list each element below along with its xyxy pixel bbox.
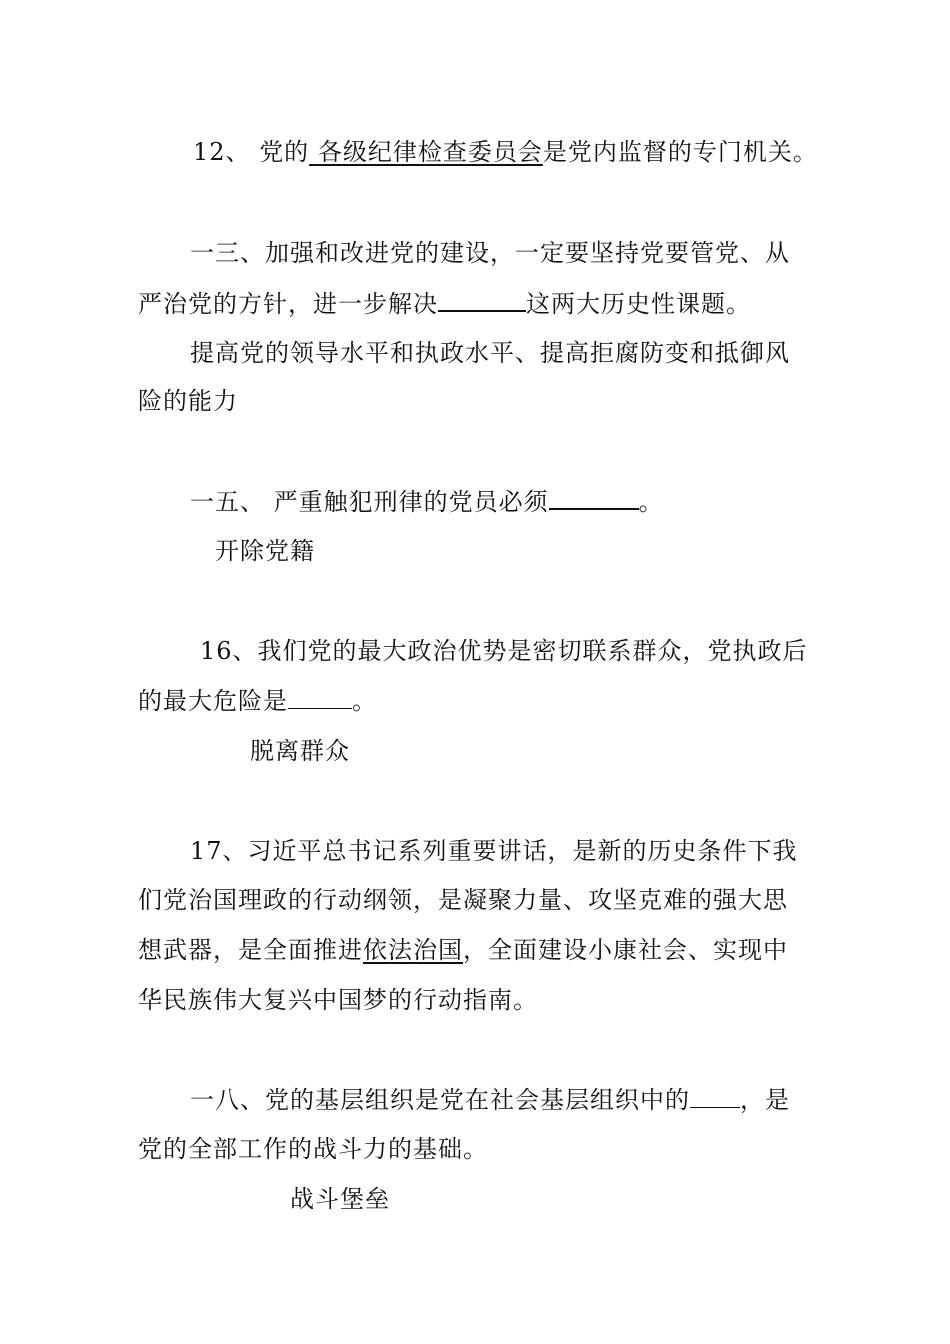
q13-line2-post: 这两大历史性课题。 bbox=[526, 290, 751, 318]
q15-question bbox=[190, 486, 664, 517]
q17-answer: 依法治国 bbox=[363, 936, 463, 964]
q18-line1-pre: 一八、党的基层组织是党在社会基层组织中的 bbox=[190, 1086, 690, 1114]
q13-answer-line2: 险的能力 bbox=[138, 387, 238, 415]
q13-line1: 一三、加强和改进党的建设，一定要坚持党要管党、从 bbox=[190, 239, 790, 267]
q17-line3-pre: 想武器，是全面推进 bbox=[138, 936, 363, 964]
q17-line3-post: ，全面建设小康社会、实现中 bbox=[463, 936, 788, 964]
q12-suffix: 是党内监督的专门机关。 bbox=[542, 138, 818, 166]
q15-blank bbox=[549, 486, 639, 510]
q16-answer: 脱离群众 bbox=[250, 737, 350, 765]
q12-number: 12、 bbox=[193, 138, 251, 166]
q12-answer: 各级纪律检查委员会 bbox=[317, 138, 543, 166]
q18-line2: 党的全部工作的战斗力的基础。 bbox=[138, 1135, 488, 1163]
q18-line1-post: ，是 bbox=[740, 1086, 790, 1114]
q17-line2: 们党治国理政的行动纲领，是凝聚力量、攻坚克难的强大思 bbox=[138, 886, 788, 914]
q16-line2 bbox=[138, 686, 377, 716]
q13-line2 bbox=[138, 288, 751, 319]
q16-line2-pre: 的最大危险是 bbox=[138, 687, 288, 715]
q18-blank bbox=[690, 1085, 740, 1108]
q15-question-post: 。 bbox=[638, 488, 664, 516]
q18-answer: 战斗堡垒 bbox=[290, 1185, 390, 1213]
q18-line1 bbox=[190, 1085, 790, 1115]
q17-line4: 华民族伟大复兴中国梦的行动指南。 bbox=[138, 986, 538, 1014]
q12-line bbox=[193, 137, 818, 167]
q12-prefix: 党的 bbox=[259, 138, 310, 166]
q13-answer-line1: 提高党的领导水平和执政水平、提高拒腐防变和抵御风 bbox=[190, 339, 790, 367]
q17-line3 bbox=[138, 935, 788, 965]
q13-line2-pre: 严治党的方针，进一步解决 bbox=[138, 290, 438, 318]
q13-blank bbox=[438, 288, 526, 312]
q16-blank bbox=[288, 686, 352, 709]
q16-line1: 16、我们党的最大政治优势是密切联系群众，党执政后 bbox=[200, 637, 808, 665]
q16-line2-post: 。 bbox=[352, 687, 377, 715]
q17-line1: 17、习近平总书记系列重要讲话，是新的历史条件下我 bbox=[190, 837, 798, 865]
q15-answer: 开除党籍 bbox=[215, 537, 315, 565]
q15-question-pre: 一五、 严重触犯刑律的党员必须 bbox=[190, 488, 549, 516]
